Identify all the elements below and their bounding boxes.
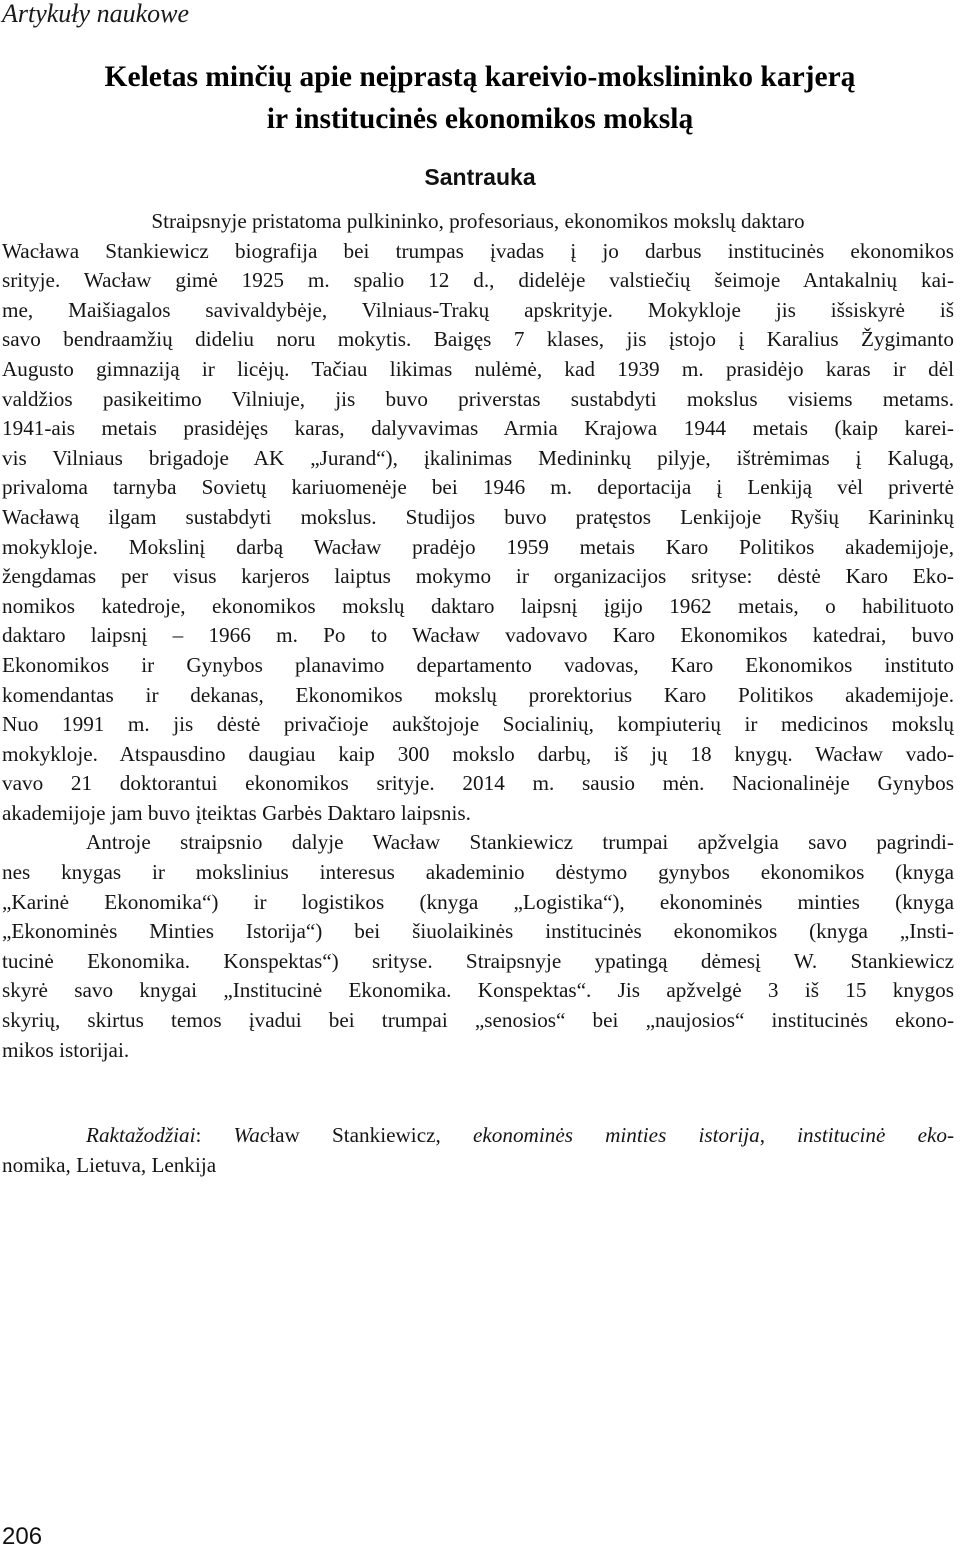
keyword-institutional: institucinė eko- [797,1123,954,1147]
title-line-1: Keletas minčių apie neįprastą kareivio-mokslininko karjerą [104,61,856,93]
abstract-line: nomikos katedroje, ekonomikos mokslų daktaro laipsnį įgijo 1962 metais, o habilituoto [2,593,954,618]
abstract-line: daktaro laipsnį – 1966 m. Po to Wacław vadovavo Karo Ekonomikos katedrai, buvo [2,623,954,648]
abstract-line: skyrė savo knygai „Institucinė Ekonomika. Konspektas“. Jis apžvelgė 3 iš 15 knygos [2,978,954,1003]
abstract-line: žengdamas per visus karjeros laiptus mokymo ir organizacijos srityse: dėstė Karo Eko- [2,564,954,589]
abstract-line: mokykloje. Mokslinį darbą Wacław pradėjo 1959 metais Karo Politikos akademijoje, [2,534,954,559]
page-number: 206 [2,1523,43,1550]
abstract-line: skyrių, skirtus temos įvadui bei trumpai „senosios“ bei „naujosios“ institucinės ekono- [2,1008,954,1033]
article-title [0,56,960,140]
section-label: Artykuły naukowe [2,0,189,28]
abstract-line: Straipsnyje pristatoma pulkininko, profesoriaus, ekonomikos mokslų daktaro [151,209,805,233]
abstract-line: privaloma tarnyba Sovietų kariuomenėje bei 1946 m. deportacija į Lenkiją vėl privertė [2,475,954,500]
keyword-history: ekonominės minties istorija [472,1123,760,1147]
title-line-2: ir institucinės ekonomikos mokslą [266,103,694,135]
abstract-line: vis Vilniaus brigadoje AK „Jurand“), įkalinimas Medininkų pilyje, ištrėmimas į Kalugą, [2,445,954,470]
abstract-line: me, Maišiagalos savivaldybėje, Vilniaus-Trakų apskrityje. Mokykloje jis išsiskyrė iš [2,297,954,322]
abstract-line: Augusto gimnaziją ir licėjų. Tačiau likimas nulėmė, kad 1939 m. prasidėjo karas ir dėl [2,356,954,381]
abstract-line: mokykloje. Atspausdino daugiau kaip 300 mokslo darbų, iš jų 18 knygų. Wacław vado- [2,741,954,766]
abstract-line: srityje. Wacław gimė 1925 m. spalio 12 d., didelėje valstiečių šeimoje Antakalnių kai- [2,268,954,293]
abstract-line: valdžios pasikeitimo Vilniuje, jis buvo priverstas sustabdyti mokslus visiems metams. [2,386,954,411]
abstract-line: Wacława Stankiewicz biografija bei trumpas įvadas į jo darbus institucinės ekonomikos [2,238,954,263]
keyword-name-rest: ław Stankiewicz, [269,1123,473,1147]
abstract-line: „Ekonominės Minties Istorija“) bei šiuolaikinės institucinės ekonomikos (knyga „Insti- [2,919,954,944]
abstract-line: vavo 21 doktorantui ekonomikos srityje. 2014 m. sausio mėn. Nacionalinėje Gynybos [2,771,954,796]
keywords-line-2: nomika, Lietuva, Lenkija [2,1152,217,1177]
abstract-body [2,207,954,1065]
keywords-separator: : [195,1123,234,1147]
abstract-line: „Karinė Ekonomika“) ir logistikos (knyga „Logistika“), ekonominės minties (knyga [2,889,954,914]
keyword-comma: , [759,1123,798,1147]
abstract-line: Antroje straipsnio dalyje Wacław Stankiewicz trumpai apžvelgia savo pagrindi- [86,830,954,855]
abstract-line: Nuo 1991 m. jis dėstė privačioje aukštojoje Socialinių, kompiuterių ir medicinos mokslų [2,712,954,737]
abstract-line: tucinė Ekonomika. Konspektas“) srityse. Straipsnyje ypatingą dėmesį W. Stankiewicz [2,948,954,973]
abstract-line: Ekonomikos ir Gynybos planavimo departamento vadovas, Karo Ekonomikos instituto [2,652,954,677]
abstract-line: akademijoje jam buvo įteiktas Garbės Daktaro laipsnis. [2,800,471,825]
abstract-line: savo bendraamžių dideliu noru mokytis. Baigęs 7 klases, jis įstojo į Karalius Žygimanto [2,327,954,352]
abstract-line: mikos istorijai. [2,1037,130,1062]
abstract-line: Wacławą ilgam sustabdyti mokslus. Studijos buvo pratęstos Lenkijoje Ryšių Karininkų [2,504,954,529]
keywords-line-1 [2,1121,954,1151]
keyword-name-first: Wac [233,1123,270,1147]
abstract-line: 1941-ais metais prasidėjęs karas, dalyvavimas Armia Krajowa 1944 metais (kaip karei- [2,416,954,441]
abstract-line: nes knygas ir mokslinius interesus akademinio dėstymo gynybos ekonomikos (knyga [2,860,954,885]
keywords-block [2,1121,954,1180]
keywords-label: Raktažodžiai [86,1123,196,1147]
abstract-line: komendantas ir dekanas, Ekonomikos mokslų prorektorius Karo Politikos akademijoje. [2,682,954,707]
abstract-heading: Santrauka [424,164,536,190]
